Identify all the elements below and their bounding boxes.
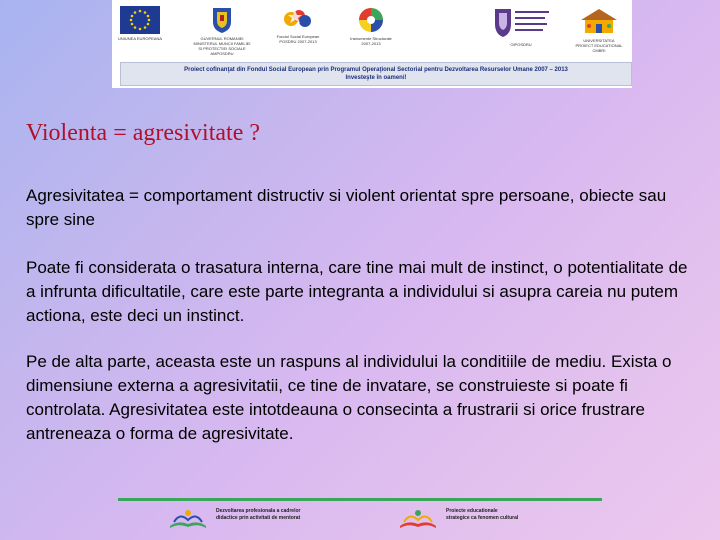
slide-title: Violenta = agresivitate ?: [26, 120, 260, 146]
ministry-crest-icon: [491, 6, 551, 40]
footer-divider: [118, 498, 602, 501]
romania-coat-of-arms-logo: [192, 6, 252, 56]
ministry-crest-logo: [486, 6, 556, 47]
fse-caption: Fondul Social European POSDRU 2007-2013: [276, 34, 320, 44]
instrumente-structurale-caption: Instrumente Structurale 2007-2013: [350, 36, 392, 46]
eu-flag-icon: [120, 6, 160, 34]
colorful-book-icon: [398, 506, 438, 530]
environment-paragraph: Pe de alta parte, aceasta este un raspuns al individului la conditiile de mediu. Exista o dimensiune externa a agresivitatii, ce tine de invatare, se construieste si poate fi controlata. Agresivitatea este intotdeauna o consecinta a frustrarii si orice frustrare antreneaza o forma de agresivitate.: [26, 352, 672, 443]
eu-flag-caption: UNIUNEA EUROPEANA: [118, 36, 163, 41]
definition-paragraph: Agresivitatea = comportament distructiv si violent orientat spre persoane, obiecte sau spre sine: [26, 186, 667, 229]
footer-left-item: [168, 506, 300, 530]
footer-right-item: [398, 506, 518, 530]
open-book-icon: [168, 506, 208, 530]
school-house-caption: UNIVERSITATEA PROIECT EDUCATIONAL CMBRI: [575, 38, 623, 53]
coat-of-arms-caption: GUVERNUL ROMANIEI MINISTERUL MUNCII FAMILIEI SI PROTECTIEI SOCIALE AMPOSDRU: [193, 36, 251, 56]
footer-right-line-1: Proiecte educationale: [446, 508, 498, 514]
fse-logo: [270, 6, 326, 44]
banner-line-2: Investeşte în oameni!: [345, 75, 407, 81]
eu-flag-logo: [118, 6, 162, 41]
instrumente-structurale-logo: [344, 6, 398, 46]
instinct-paragraph: Poate fi considerata o trasatura interna, care tine mai mult de instinct, o potentialitate de a infrunta dificultatile, care este parte integranta a individului si asupra careia nu putem actiona, este deci un instinct.: [26, 258, 688, 325]
school-house-logo: [570, 6, 628, 53]
project-banner: [120, 62, 632, 86]
banner-line-1: Proiect cofinanţat din Fondul Social European prin Programul Operaţional Sectorial pentru Dezvoltarea Resurselor Umane 2007 – 2013: [184, 67, 568, 73]
footer-right-line-2: strategice ca fenomen cultural: [446, 515, 519, 521]
footer-left-line-1: Dezvoltarea profesionala a cadrelor: [216, 508, 301, 514]
fse-star-icon: [281, 6, 315, 32]
coat-of-arms-icon: [211, 6, 233, 34]
instrumente-structurale-icon: [356, 6, 386, 34]
school-house-icon: [577, 6, 621, 36]
footer-left-line-2: didactice prin activitati de mentorat: [216, 515, 301, 521]
ministry-crest-caption: OIPOSDRU: [510, 42, 532, 47]
